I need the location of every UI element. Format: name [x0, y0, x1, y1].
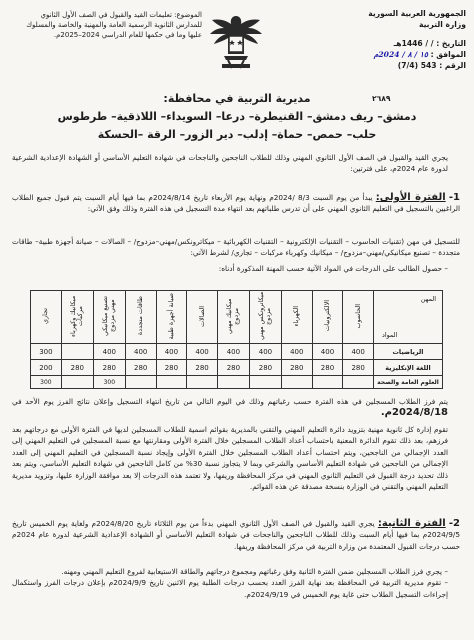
first-period-number: 1- — [448, 192, 460, 203]
table-cell: 280 — [187, 360, 218, 376]
table-cell: 280 — [249, 360, 281, 376]
col-header: ميكانيك مهني مزدوج — [217, 291, 249, 344]
table-cell: 300 — [93, 376, 125, 389]
date-gregorian — [324, 49, 466, 60]
table-row — [31, 360, 443, 376]
table-cell — [312, 376, 343, 389]
grades-table — [30, 290, 443, 389]
date-hijri-value: / / 1446هـ — [393, 39, 434, 48]
table-cell: 280 — [281, 360, 312, 376]
paragraph-intro: يجري القيد والقبول في الصف الأول الثانوي المهني وذلك للطلاب الناجحين والناجحات في شهادة التعليم الأساسي أو الشهادة الإعدادية الشرعية لدورة عام 2024م، على فترتين: — [12, 153, 448, 174]
cities-list — [0, 108, 474, 144]
table-cell: 400 — [187, 344, 218, 360]
table-cell: 300 — [31, 344, 62, 360]
subject-block — [10, 10, 202, 40]
paragraph-second-period — [12, 518, 460, 552]
table-cell: 280 — [93, 360, 125, 376]
table-cell: 400 — [156, 344, 187, 360]
col-header: صيانة أجهزة طبية — [156, 291, 187, 344]
table-cell: 280 — [343, 360, 374, 376]
table-cell — [249, 376, 281, 389]
col-header: تصنيع ميكانيكي مهني مزدوج — [93, 291, 125, 344]
table-cell: 280 — [217, 360, 249, 376]
table-cell: 280 — [125, 360, 156, 376]
table-cell: 280 — [156, 360, 187, 376]
table-cell — [217, 376, 249, 389]
col-header: الكهرباء — [281, 291, 312, 344]
table-cell — [281, 376, 312, 389]
paragraph-school-lists: تقوم إدارة كل ثانوية مهنية بتزويد دائرة التعليم المهني والتقني بالمديرية بقوائم اسمية للطلاب المسجلين لديها في الفترة الأولى مع درجاتهم بعد فرزهم، بعد ذلك تقوم الدائرة المعنية باحتساب أعداد الطلاب المسجلين خلال الفترة الأولى ومقارنتها مع نسبة المسجلين في التعليم المهني إلى العدد الإجمالي من الناجحين، ويتم احتساب أعداد الطلاب المسجلين خلال الفترة الأولى وإيجاد نسبة المسجلين في التعليم المهني إلى العدد الإجمالي من الناجحين في شهادة التعليم الأساسي والشرعي وبما لا يتجاوز نسبة 30% من كامل الناجحين في شهادة التعليم الأساسي، ويتم بعد ذلك تحديد درجة القبول في التعليم الثانوي المهني في مركز المحافظة وريفها، ولا تعتمد هذه الدرجات إلا بعد موافقة الوزارة عليها، وتزويد مديرية التعليم المهني والتقني في الوزارة بنسخة مصدقة عن هذه القوائم. — [12, 425, 449, 492]
col-header: الحاسوب — [343, 291, 374, 344]
second-period-number: 2- — [448, 518, 460, 529]
table-row — [31, 344, 443, 360]
paragraph-final-notes — [12, 566, 460, 600]
ref-value: 543 (7/4) — [397, 61, 437, 70]
corner-subjects-label: المواد — [382, 331, 398, 339]
final-note-1: – يجري فرز الطلاب المسجلين ضمن الفترة الثانية وفق رغباتهم ومجموع درجاتهم والطاقة الاستيعابية لفروع التعليم المهني ومهنه. — [61, 567, 448, 576]
ref-number — [324, 60, 466, 71]
table-cell: 300 — [31, 376, 62, 389]
table-cell: 280 — [312, 360, 343, 376]
date-hijri — [324, 38, 466, 49]
table-cell — [61, 376, 93, 389]
second-period-lead: الفترة الثانية: — [377, 518, 446, 529]
table-cell — [61, 344, 93, 360]
sorting-date: 2024/8/18م. — [380, 407, 448, 419]
table-cell — [125, 376, 156, 389]
table-cell: 280 — [61, 360, 93, 376]
handwritten-number: ٢٦٨٩ — [372, 94, 391, 103]
date-greg-label: الموافق : — [430, 50, 466, 59]
paragraph-professions: للتسجيل في مهن (تقنيات الحاسوب – التقنيات الإلكترونية – التقنيات الكهربائية – ميكاترونكس/مهني–مزدوج/ – الصالات – صيانة أجهزة طبية– طاقات متجددة – تصنيع ميكانيكي/مهني–مزدوج/ – ميكانيك وكهرباء مركبات – تجاري/ لشرط الآتي: — [12, 237, 460, 258]
date-greg-value: ١٥ / ٨ / 2024م — [373, 50, 428, 59]
table-cell: 200 — [31, 360, 62, 376]
row-label: اللغة الإنكليزية — [374, 360, 443, 376]
table-cell: 400 — [125, 344, 156, 360]
table-row — [31, 376, 443, 389]
table-cell: 400 — [249, 344, 281, 360]
table-cell — [343, 376, 374, 389]
table-cell — [187, 376, 218, 389]
cities-line-2: حلب– حمص– حماة– إدلب– دير الزور– الرقة –الحسكة — [97, 128, 377, 141]
col-header: الصالات — [187, 291, 218, 344]
table-cell: 400 — [93, 344, 125, 360]
ministry-name: وزارة التربية — [418, 20, 466, 29]
col-header: ميكانيك وكهرباء مركبات — [61, 291, 93, 344]
col-header: تجاري — [31, 291, 62, 344]
paragraph-grades-note: – حصول الطالب على الدرجات في المواد الآتية حسب المهنة المذكورة أدناه: — [218, 264, 448, 273]
table-cell: 400 — [312, 344, 343, 360]
table-cell: 400 — [281, 344, 312, 360]
table-cell — [156, 376, 187, 389]
first-period-text: يبدأ من يوم السبت 8/3 /2024م ونهاية يوم الأربعاء تاريخ 2024/8/14م بما فيها أيام السبت يتم قبول جميع الطلاب الراغبين بالتسجيل في التعليم الثانوي المهني على أن تدرس طلباتهم بعد انتهاء مدة التسجيل في هذه الفترة وذلك وفق الآتي: — [12, 193, 460, 214]
paragraph-sorting — [12, 396, 460, 419]
second-period-text: يجري القيد والقبول في الصف الأول الثانوي المهني بدءاً من يوم الثلاثاء تاريخ 2024/8/20م ولغاية يوم الخميس تاريخ 2024/9/5م بما فيها أيام السبت وذلك للطلاب الناجحين والناجحات في شهادة التعليم الأساسي أو الشهادة الإعدادية الشرعية لدورة عام 2024م حسب درجات القبول المعتمدة من وزارة التربية في مركز المحافظة وريفها. — [12, 519, 460, 551]
final-note-2: – تقوم مديرية التربية في المحافظة بعد نهاية الفرز العدد بحسب درجات الطلبة يوم الاثنين تاريخ 2024/9/9م بإعلان درجات الفرز واستكمال إجراءات التسجيل الطلاب حتى غاية يوم الخميس في 2024/9/19م. — [12, 578, 448, 599]
date-hijri-label: التاريخ : — [436, 39, 466, 48]
eagle-emblem-icon — [206, 10, 266, 72]
first-period-lead: الفترة الأولى: — [375, 192, 446, 203]
corner-professions-label: المهن — [420, 295, 436, 303]
directorate-title: مديرية التربية في محافظة: — [163, 92, 311, 105]
table-corner-cell — [374, 291, 443, 344]
row-label: العلوم العامة والصحة — [374, 376, 443, 389]
table-header-row — [31, 291, 443, 344]
subject-line-2: للمدارس الثانوية الرسمية العامة والمهنية والخاصة والمسلوك — [26, 21, 202, 29]
sorting-text: يتم فرز الطلاب المسجلين في هذه الفترة حسب رغباتهم وذلك في اليوم التالي من تاريخ انتهاء التسجيل وإعلان نتائج الفرز يوم الأحد في — [12, 397, 448, 406]
country-name: الجمهورية العربية السورية — [368, 9, 466, 18]
ref-label: الرقم : — [439, 61, 466, 70]
paragraph-first-period — [12, 192, 460, 215]
header-right — [324, 8, 466, 71]
col-header: طاقات متجددة — [125, 291, 156, 344]
table-cell: 400 — [217, 344, 249, 360]
col-header: الالكترونيات — [312, 291, 343, 344]
subject-line-1: الموضوع: تعليمات القيد والقبول في الصف الأول الثانوي — [40, 11, 202, 19]
cities-line-1: دمشق– ريف دمشق– القنيطرة– درعا– السويداء– اللاذقية– طرطوس — [57, 110, 417, 123]
row-label: الرياضيات — [374, 344, 443, 360]
subject-line-3: عليها وما في حكمها للعام الدراسي 2024–2025م. — [53, 31, 202, 39]
table-cell: 400 — [343, 344, 374, 360]
col-header: ميكاترونكس مهني مزدوج — [249, 291, 281, 344]
